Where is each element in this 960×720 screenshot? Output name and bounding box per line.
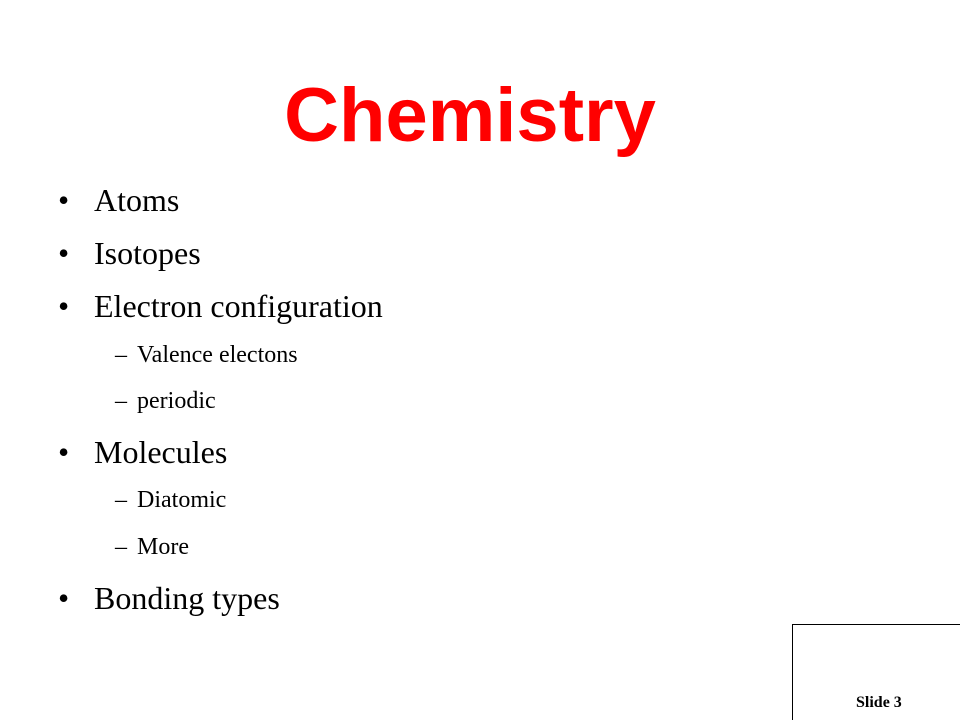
bullet-label: Isotopes xyxy=(94,235,201,271)
slide-number: Slide 3 xyxy=(856,694,902,711)
slide-title: Chemistry xyxy=(284,73,656,158)
sub-bullet-marker: – xyxy=(115,487,127,513)
bullet-label: Molecules xyxy=(94,434,228,470)
sub-bullet-marker: – xyxy=(115,342,127,368)
sub-bullet-marker: – xyxy=(115,534,127,560)
sub-bullet-marker: – xyxy=(115,388,127,414)
bullet-marker: • xyxy=(58,288,70,324)
bullet-marker: • xyxy=(58,580,70,616)
bullet-label: Atoms xyxy=(94,182,180,218)
bullet-label: Electron configuration xyxy=(94,288,383,324)
bullet-marker: • xyxy=(58,434,70,470)
sub-item-label: periodic xyxy=(137,388,216,414)
sub-item-label: Diatomic xyxy=(137,487,227,513)
bullet-label: Bonding types xyxy=(94,580,280,616)
bullet-marker: • xyxy=(58,182,70,218)
sub-item-label: More xyxy=(137,534,189,560)
bullet-marker: • xyxy=(58,235,70,271)
sub-item-label: Valence electons xyxy=(137,342,298,368)
